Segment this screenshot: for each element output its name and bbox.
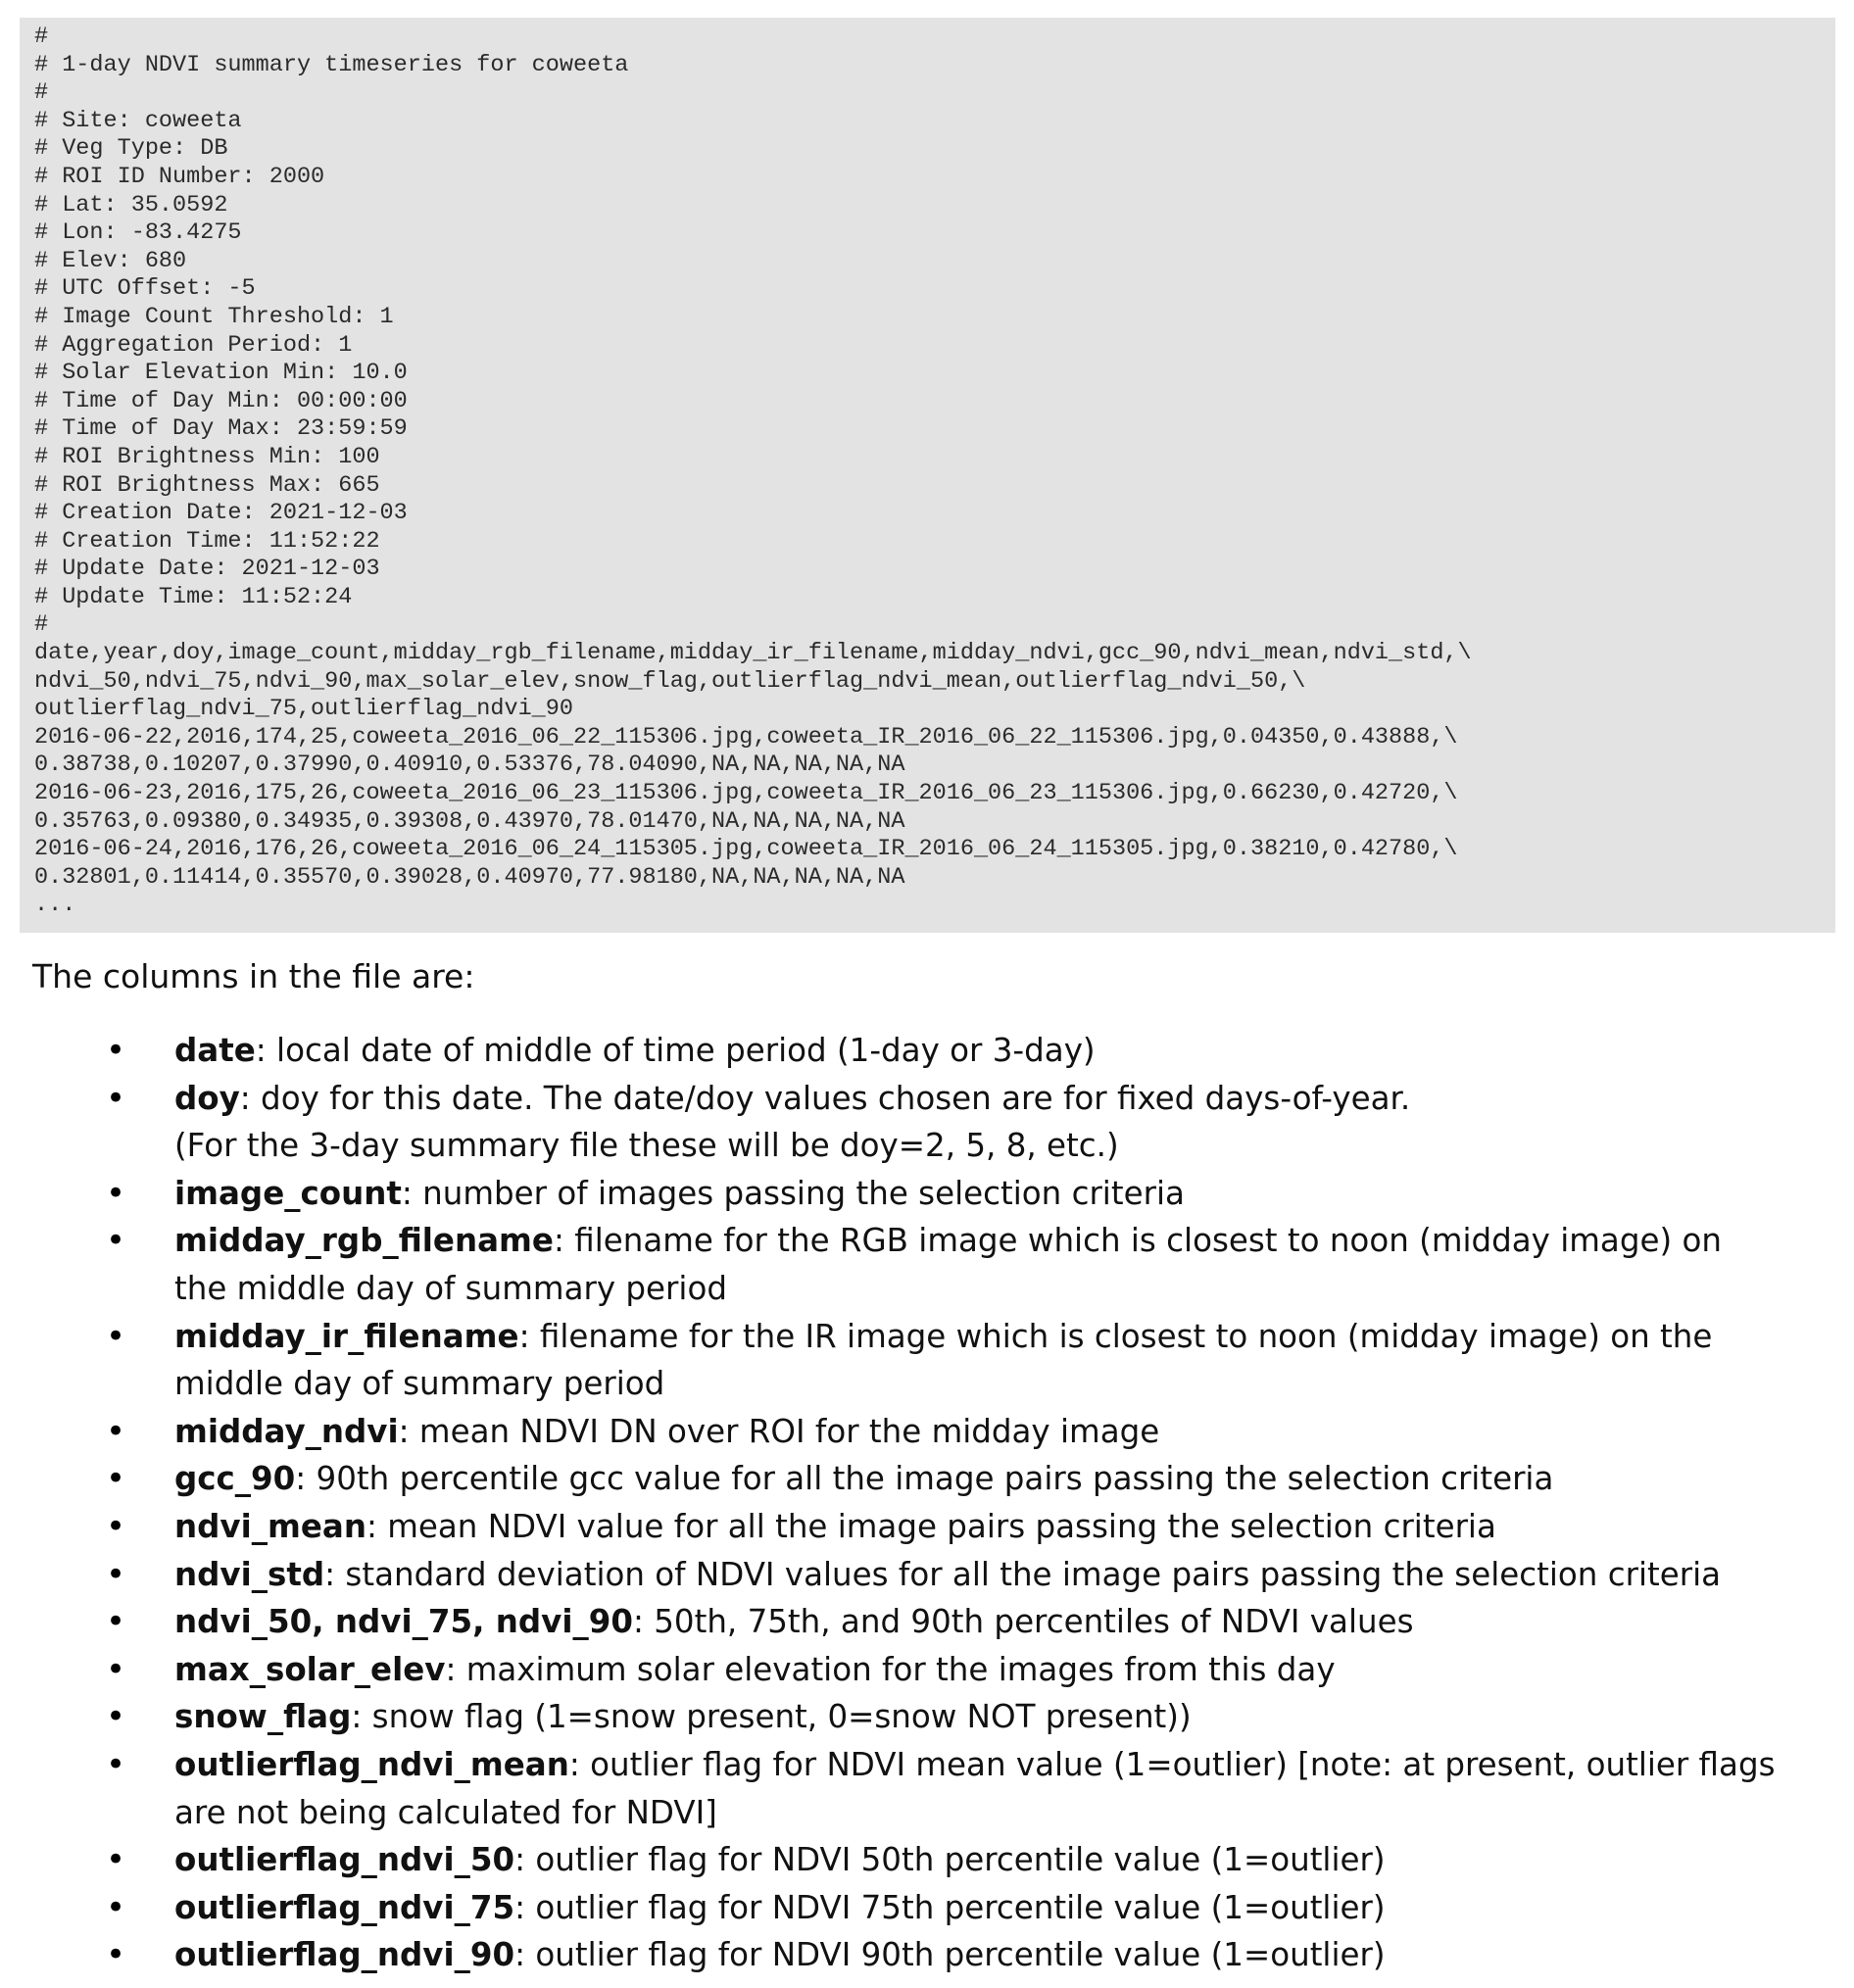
column-term: midday_ir_filename: [174, 1317, 519, 1355]
column-item: [0, 1075, 1854, 1170]
code-line: # Veg Type: DB: [34, 135, 228, 163]
column-description: : mean NDVI DN over ROI for the midday image: [398, 1412, 1160, 1450]
bullet-icon: •: [106, 1887, 126, 1927]
code-line: ndvi_50,ndvi_75,ndvi_90,max_solar_elev,snow_flag,outlierflag_ndvi_mean,outlierflag_ndvi_50,\: [34, 667, 1306, 695]
column-term: outlierflag_ndvi_mean: [174, 1745, 569, 1783]
column-description: : 50th, 75th, and 90th percentiles of NDVI values: [632, 1603, 1414, 1641]
code-line: 2016-06-23,2016,175,26,coweeta_2016_06_23_115306.jpg,coweeta_IR_2016_06_23_115306.jpg,0.66230,0.42720,\: [34, 780, 1458, 807]
column-description-line: [174, 1741, 1834, 1789]
column-description: : outlier flag for NDVI mean value (1=outlier) [note: at present, outlier flags: [568, 1745, 1776, 1783]
code-block: [20, 18, 1835, 933]
column-description-line: [174, 1931, 1834, 1979]
column-description: : local date of middle of time period (1-day or 3-day): [255, 1032, 1096, 1069]
bullet-icon: •: [106, 1840, 126, 1880]
column-term: image_count: [174, 1174, 402, 1212]
column-description-line: [174, 1313, 1834, 1361]
code-line: 0.32801,0.11414,0.35570,0.39028,0.40970,77.98180,NA,NA,NA,NA,NA: [34, 863, 905, 891]
bullet-icon: •: [106, 1554, 126, 1594]
column-description: : filename for the IR image which is closest to noon (midday image) on the: [518, 1317, 1713, 1355]
column-term: snow_flag: [174, 1698, 352, 1736]
column-description-line: [174, 1455, 1834, 1503]
column-description: : mean NDVI value for all the image pairs passing the selection criteria: [366, 1507, 1496, 1545]
code-line: # Image Count Threshold: 1: [34, 303, 394, 330]
column-description-line: [174, 1075, 1834, 1123]
column-description: (For the 3-day summary file these will be doy=2, 5, 8, etc.): [174, 1127, 1119, 1165]
column-description-line: [174, 1693, 1834, 1741]
column-item: [0, 1313, 1854, 1408]
column-description: middle day of summary period: [174, 1365, 665, 1403]
column-item: [0, 1170, 1854, 1218]
column-description: : filename for the RGB image which is closest to noon (midday image) on: [553, 1222, 1722, 1260]
column-term: outlierflag_ndvi_75: [174, 1888, 515, 1926]
bullet-icon: •: [106, 1221, 126, 1261]
column-description: : snow flag (1=snow present, 0=snow NOT present)): [351, 1698, 1192, 1736]
bullet-icon: •: [106, 1697, 126, 1737]
column-item: [0, 1931, 1854, 1979]
column-item: [0, 1741, 1854, 1836]
code-line: outlierflag_ndvi_75,outlierflag_ndvi_90: [34, 696, 573, 723]
bullet-icon: •: [106, 1173, 126, 1213]
code-line: # Time of Day Max: 23:59:59: [34, 415, 408, 443]
code-line: date,year,doy,image_count,midday_rgb_filename,midday_ir_filename,midday_ndvi,gcc_90,ndvi_mean,ndvi_std,\: [34, 640, 1472, 667]
bullet-icon: •: [106, 1649, 126, 1689]
code-line: # ROI Brightness Min: 100: [34, 443, 380, 470]
column-item: [0, 1455, 1854, 1503]
column-description-line: [174, 1503, 1834, 1551]
column-item: [0, 1693, 1854, 1741]
bullet-icon: •: [106, 1031, 126, 1070]
code-line: 0.35763,0.09380,0.34935,0.39308,0.43970,78.01470,NA,NA,NA,NA,NA: [34, 807, 905, 835]
column-description: the middle day of summary period: [174, 1269, 727, 1307]
column-item: [0, 1027, 1854, 1075]
column-item: [0, 1503, 1854, 1551]
column-term: max_solar_elev: [174, 1650, 446, 1688]
column-term: outlierflag_ndvi_90: [174, 1936, 515, 1974]
column-term: doy: [174, 1079, 240, 1117]
column-description-line: [174, 1836, 1834, 1884]
column-item: [0, 1884, 1854, 1932]
column-description-line: [174, 1789, 1834, 1837]
column-item: [0, 1836, 1854, 1884]
code-line: # Lon: -83.4275: [34, 219, 242, 247]
code-line: # Creation Date: 2021-12-03: [34, 500, 408, 527]
bullet-icon: •: [106, 1602, 126, 1642]
column-list: [0, 1027, 1854, 1979]
code-line: # UTC Offset: -5: [34, 275, 256, 303]
code-line: 2016-06-22,2016,174,25,coweeta_2016_06_22_115306.jpg,coweeta_IR_2016_06_22_115306.jpg,0.04350,0.43888,\: [34, 723, 1458, 751]
column-term: outlierflag_ndvi_50: [174, 1841, 515, 1879]
code-line: # Update Time: 11:52:24: [34, 583, 353, 610]
code-line: # ROI ID Number: 2000: [34, 163, 325, 190]
code-line: #: [34, 79, 49, 107]
code-line: # Update Date: 2021-12-03: [34, 556, 380, 583]
column-description-line: [174, 1122, 1834, 1170]
column-item: [0, 1551, 1854, 1599]
code-line: #: [34, 24, 49, 50]
column-item: [0, 1217, 1854, 1312]
column-description: : standard deviation of NDVI values for all the image pairs passing the selection criteria: [324, 1555, 1722, 1593]
column-description: : number of images passing the selection criteria: [401, 1174, 1185, 1212]
column-description-line: [174, 1265, 1834, 1313]
bullet-icon: •: [106, 1316, 126, 1356]
column-description: : outlier flag for NDVI 50th percentile value (1=outlier): [514, 1841, 1386, 1879]
code-line: # ROI Brightness Max: 665: [34, 471, 380, 499]
intro-text: The columns in the file are:: [32, 957, 475, 995]
code-line: 0.38738,0.10207,0.37990,0.40910,0.53376,78.04090,NA,NA,NA,NA,NA: [34, 752, 905, 779]
column-description: : outlier flag for NDVI 90th percentile value (1=outlier): [514, 1936, 1386, 1974]
code-line: # Aggregation Period: 1: [34, 331, 353, 359]
column-term: midday_ndvi: [174, 1412, 399, 1450]
bullet-icon: •: [106, 1078, 126, 1118]
code-line: # 1-day NDVI summary timeseries for coweeta: [34, 51, 629, 78]
column-description-line: [174, 1598, 1834, 1646]
column-description-line: [174, 1217, 1834, 1265]
column-item: [0, 1646, 1854, 1694]
column-term: date: [174, 1032, 256, 1069]
column-description-line: [174, 1646, 1834, 1694]
column-item: [0, 1598, 1854, 1646]
column-description-line: [174, 1551, 1834, 1599]
column-item: [0, 1408, 1854, 1456]
column-description: are not being calculated for NDVI]: [174, 1793, 717, 1831]
column-description: : maximum solar elevation for the images from this day: [445, 1650, 1336, 1688]
column-description: : 90th percentile gcc value for all the image pairs passing the selection criteria: [295, 1460, 1554, 1498]
column-description-line: [174, 1027, 1834, 1075]
code-line: # Elev: 680: [34, 247, 187, 274]
column-description-line: [174, 1884, 1834, 1932]
column-term: ndvi_mean: [174, 1507, 366, 1545]
code-line: # Lat: 35.0592: [34, 191, 228, 218]
bullet-icon: •: [106, 1935, 126, 1975]
column-description-line: [174, 1360, 1834, 1408]
column-description: : doy for this date. The date/doy values chosen are for fixed days-of-year.: [239, 1079, 1411, 1117]
column-term: gcc_90: [174, 1460, 296, 1498]
code-line: # Creation Time: 11:52:22: [34, 527, 380, 555]
bullet-icon: •: [106, 1744, 126, 1784]
code-line: 2016-06-24,2016,176,26,coweeta_2016_06_24_115305.jpg,coweeta_IR_2016_06_24_115305.jpg,0.38210,0.42780,\: [34, 836, 1458, 863]
code-line: # Time of Day Min: 00:00:00: [34, 387, 408, 414]
code-line: # Site: coweeta: [34, 107, 242, 134]
column-term: ndvi_50, ndvi_75, ndvi_90: [174, 1603, 633, 1641]
code-line: ...: [34, 892, 76, 919]
bullet-icon: •: [106, 1411, 126, 1451]
column-description-line: [174, 1408, 1834, 1456]
column-description: : outlier flag for NDVI 75th percentile value (1=outlier): [514, 1888, 1386, 1926]
column-term: ndvi_std: [174, 1555, 325, 1593]
code-line: # Solar Elevation Min: 10.0: [34, 360, 408, 387]
column-term: midday_rgb_filename: [174, 1222, 554, 1260]
column-description-line: [174, 1170, 1834, 1218]
code-line: #: [34, 611, 49, 639]
bullet-icon: •: [106, 1459, 126, 1499]
bullet-icon: •: [106, 1506, 126, 1546]
